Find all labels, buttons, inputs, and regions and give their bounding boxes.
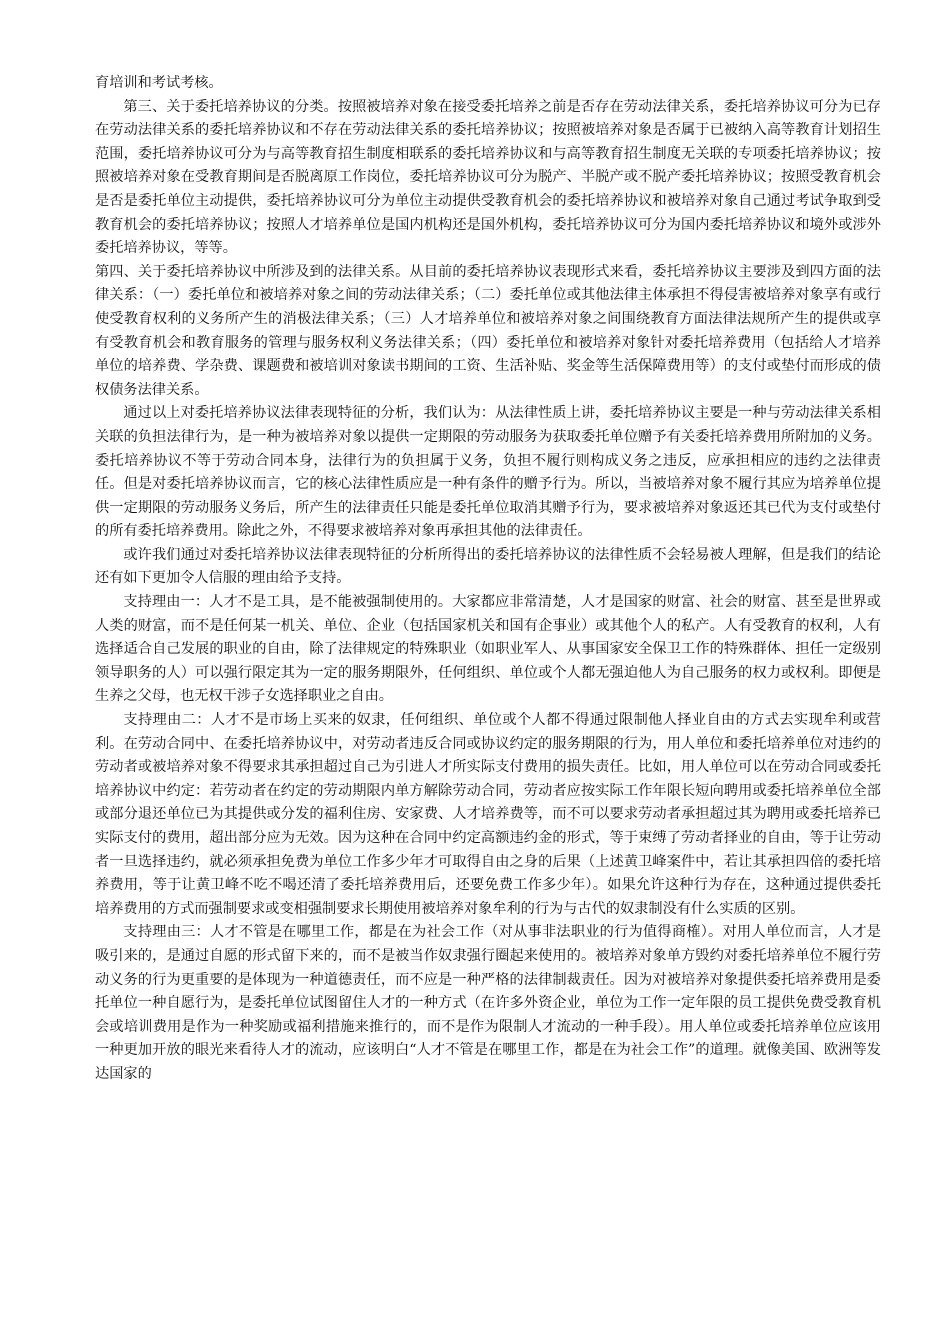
paragraph-classification: 第三、关于委托培养协议的分类。按照被培养对象在接受委托培养之前是否存在劳动法律关系，委托培养协议可分为已存在劳动法律关系的委托培养协议和不存在劳动法律关系的委托培养协议；按照被培养对象是否属于已被纳入高等教育计划招生范围，委托培养协议可分为与高等教育招生制度相联系的委托培养协议和与高等教育招生制度无关联的专项委托培养协议；按照被培养对象在受教育期间是否脱离原工作岗位，委托培养协议可分为脱产、半脱产或不脱产委托培养协议；按照受教育机会是否是委托单位主动提供，委托培养协议可分为单位主动提供受教育机会的委托培养协议和被培养对象自己通过考试争取到受教育机会的委托培养协议；按照人才培养单位是国内机构还是国外机构，委托培养协议可分为国内委托培养协议和境外或涉外委托培养协议，等等。 <box>95 98 881 257</box>
paragraph-training-end: 育培训和考试考核。 <box>95 75 223 91</box>
paragraph-reason-two: 支持理由二：人才不是市场上买来的奴隶，任何组织、单位或个人都不得通过限制他人择业自由的方式去实现牟利或营利。在劳动合同中、在委托培养协议中，对劳动者违反合同或协议约定的服务期限的行为，用人单位和委托培养单位对违约的劳动者或被培养对象不得要求其承担超过自己为引进人才所实际支付费用的损失责任。比如，用人单位可以在劳动合同或委托培养协议中约定：若劳动者在约定的劳动期限内单方解除劳动合同，劳动者应按实际工作年限长短向聘用或委托培养单位全部或部分退还单位已为其提供或分发的福利住房、安家费、人才培养费等，而不可以要求劳动者承担超过其为聘用或委托培养已实际支付的费用，超出部分应为无效。因为这种在合同中约定高额违约金的形式，等于束缚了劳动者择业的自由，等于让劳动者一旦选择违约，就必须承担免费为单位工作多少年才可取得自由之身的后果（上述黄卫峰案件中，若让其承担四倍的委托培养费用，等于让黄卫峰不吃不喝还清了委托培养费用后，还要免费工作多少年）。如果允许这种行为存在，这种通过提供委托培养费用的方式而强制要求或变相强制要求长期使用被培养对象牟利的行为与古代的奴隶制没有什么实质的区别。 <box>95 712 881 917</box>
paragraph-reason-three: 支持理由三：人才不管是在哪里工作，都是在为社会工作（对从事非法职业的行为值得商榷）。对用人单位而言，人才是吸引来的，是通过自愿的形式留下来的，而不是被当作奴隶强行圈起来使用的。被培养对象单方毁约对委托培养单位不履行劳动义务的行为更重要的是体现为一种道德责任，而不应是一种严格的法律制裁责任。因为对被培养对象提供委托培养费用是委托单位一种自愿行为，是委托单位试图留住人才的一种方式（在许多外资企业，单位为工作一定年限的员工提供免费受教育机会或培训费用是作为一种奖励或福利措施来推行的，而不是作为限制人才流动的一种手段）。用人单位或委托培养单位应该用一种更加开放的眼光来看待人才的流动，应该明白“人才不管是在哪里工作，都是在为社会工作”的道理。就像美国、欧洲等发达国家的 <box>95 924 881 1082</box>
paragraph-legal-relations: 第四、关于委托培养协议中所涉及到的法律关系。从目前的委托培养协议表现形式来看，委托培养协议主要涉及到四方面的法律关系：（一）委托单位和被培养对象之间的劳动法律关系；（二）委托单位或其他法律主体承担不得侵害被培养对象享有或行使受教育权利的义务所产生的消极法律关系；（三）人才培养单位和被培养对象之间围绕教育方面法律法规所产生的提供或享有受教育机会和教育服务的管理与服务权利义务法律关系；（四）委托单位和被培养对象针对委托培养费用（包括给人才培养单位的培养费、学杂费、课题费和被培训对象读书期间的工资、生活补贴、奖金等生活保障费用等）的支付或垫付而形成的债权债务法律关系。 <box>95 263 881 398</box>
paragraph-support-intro: 或许我们通过对委托培养协议法律表现特征的分析所得出的委托培养协议的法律性质不会轻易被人理解，但是我们的结论还有如下更加令人信服的理由给予支持。 <box>95 546 881 587</box>
paragraph-reason-one: 支持理由一：人才不是工具，是不能被强制使用的。大家都应非常清楚，人才是国家的财富、社会的财富、甚至是世界或人类的财富，而不是任何某一机关、单位、企业（包括国家机关和国有企事业）或其他个人的私产。人有受教育的权利，人有选择适合自己发展的职业的自由，除了法律规定的特殊职业（如职业军人、从事国家安全保卫工作的特殊群体、担任一定级别领导职务的人）可以强行限定其为一定的服务期限外，任何组织、单位或个人都无强迫他人为自己服务的权力或权利。即便是生养之父母，也无权干涉子女选择职业之自由。 <box>95 594 881 705</box>
paragraph-legal-nature: 通过以上对委托培养协议法律表现特征的分析，我们认为：从法律性质上讲，委托培养协议主要是一种与劳动法律关系相关联的负担法律行为，是一种为被培养对象以提供一定期限的劳动服务为获取委托单位赠予有关委托培养费用所附加的义务。委托培养协议不等于劳动合同本身，法律行为的负担属于义务，负担不履行则构成义务之违反，应承担相应的违约之法律责任。但是对委托培养协议而言，它的核心法律性质应是一种有条件的赠予行为。所以，当被培养对象不履行其应为培养单位提供一定期限的劳动服务义务后，所产生的法律责任只能是委托单位取消其赠予行为，要求被培养对象返还其已代为支付或垫付的所有委托培养费用。除此之外，不得要求被培养对象再承担其他的法律责任。 <box>95 405 881 540</box>
document-page <box>95 72 881 1087</box>
